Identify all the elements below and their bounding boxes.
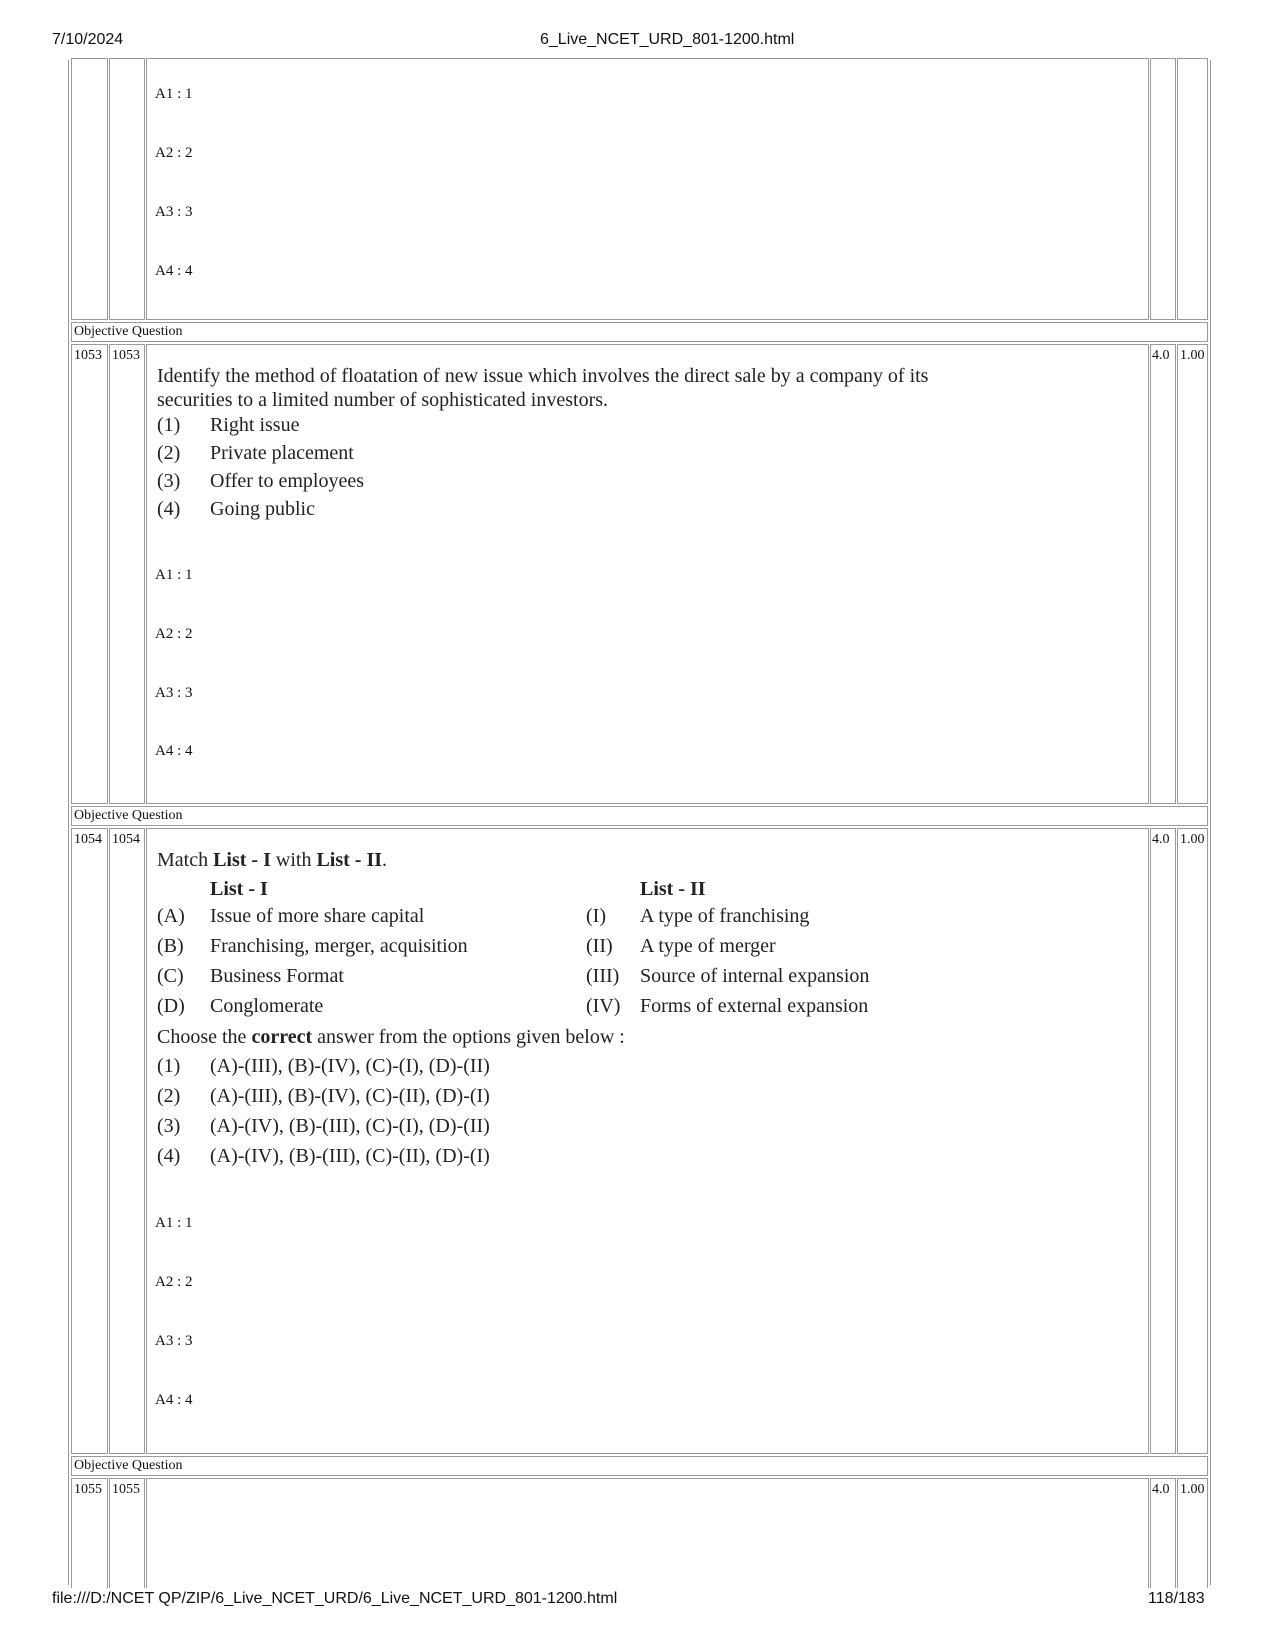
negative-marks: 1.00: [1180, 1482, 1205, 1497]
question-serial: 1053: [74, 348, 102, 363]
question-serial: 1054: [74, 832, 102, 847]
answer-option-4: A4 : 4: [155, 263, 193, 279]
option-number: (2): [157, 442, 181, 464]
list-2-item: Source of internal expansion: [640, 965, 870, 987]
question-text-line-2: securities to a limited number of sophisticated investors.: [157, 389, 609, 411]
negative-marks-cell: [1177, 58, 1208, 320]
answer-option-3: A3 : 3: [155, 204, 193, 220]
answer-option-4: A4 : 4: [155, 1392, 193, 1408]
list-1-label: (B): [157, 935, 184, 957]
list-2-label: (IV): [586, 995, 621, 1017]
serial-cell: [71, 344, 108, 804]
list-2-label: (III): [586, 965, 620, 987]
list-2-item: A type of franchising: [640, 905, 810, 927]
section-label: Objective Question: [74, 1458, 183, 1473]
answer-option-2: A2 : 2: [155, 1274, 193, 1290]
option-number: (1): [157, 414, 181, 436]
list-1-item: Franchising, merger, acquisition: [210, 935, 468, 957]
section-label-row: [71, 322, 1208, 342]
question-marks: 4.0: [1152, 348, 1170, 363]
question-id: 1055: [112, 1482, 140, 1497]
option-number: (4): [157, 1145, 181, 1167]
table-border-left: [68, 60, 69, 1585]
question-cell: [146, 58, 1149, 320]
qid-cell: [109, 58, 145, 320]
serial-cell: [71, 828, 108, 1454]
option-text: Offer to employees: [210, 470, 365, 492]
answer-option-2: A2 : 2: [155, 626, 193, 642]
list-1-label: (C): [157, 965, 184, 987]
option-number: (4): [157, 498, 181, 520]
file-path: file:///D:/NCET QP/ZIP/6_Live_NCET_URD/6_Live_NCET_URD_801-1200.html: [52, 1590, 618, 1607]
negative-marks: 1.00: [1180, 832, 1205, 847]
option-text: Right issue: [210, 414, 300, 436]
qid-cell: [109, 828, 145, 1454]
question-id: 1054: [112, 832, 140, 847]
question-id: 1053: [112, 348, 140, 363]
question-serial: 1055: [74, 1482, 102, 1497]
question-marks: 4.0: [1152, 1482, 1170, 1497]
negative-marks: 1.00: [1180, 348, 1205, 363]
qid-cell: [109, 344, 145, 804]
section-label-row: [71, 1456, 1208, 1476]
section-label-row: [71, 806, 1208, 826]
option-text: (A)-(IV), (B)-(III), (C)-(II), (D)-(I): [210, 1145, 490, 1167]
option-number: (2): [157, 1085, 181, 1107]
section-label: Objective Question: [74, 808, 183, 823]
answer-option-2: A2 : 2: [155, 145, 193, 161]
option-number: (3): [157, 470, 181, 492]
option-number: (1): [157, 1055, 181, 1077]
page-title: 6_Live_NCET_URD_801-1200.html: [540, 31, 795, 48]
answer-option-1: A1 : 1: [155, 86, 193, 102]
list-2-heading: List - II: [640, 878, 706, 900]
list-1-item: Conglomerate: [210, 995, 324, 1017]
question-text-line-1: Identify the method of floatation of new issue which involves the direct sale by a company of its: [157, 365, 929, 387]
answer-option-1: A1 : 1: [155, 1215, 193, 1231]
option-text: (A)-(III), (B)-(IV), (C)-(II), (D)-(I): [210, 1085, 490, 1107]
option-number: (3): [157, 1115, 181, 1137]
list-1-label: (D): [157, 995, 185, 1017]
table-border-right: [1210, 60, 1211, 1585]
option-text: Private placement: [210, 442, 354, 464]
answer-option-3: A3 : 3: [155, 1333, 193, 1349]
question-cell: [146, 1478, 1149, 1588]
list-1-item: Business Format: [210, 965, 344, 987]
option-text: (A)-(III), (B)-(IV), (C)-(I), (D)-(II): [210, 1055, 490, 1077]
negative-marks-cell: [1177, 344, 1208, 804]
list-2-item: Forms of external expansion: [640, 995, 869, 1017]
list-2-label: (II): [586, 935, 613, 957]
choose-instruction: Choose the correct answer from the options given below :: [157, 1026, 625, 1048]
list-1-label: (A): [157, 905, 185, 927]
option-text: (A)-(IV), (B)-(III), (C)-(I), (D)-(II): [210, 1115, 490, 1137]
match-instruction: Match List - I with List - II.: [157, 849, 388, 871]
page-number: 118/183: [1148, 1590, 1205, 1607]
answer-option-3: A3 : 3: [155, 685, 193, 701]
question-cell: [146, 344, 1149, 804]
list-1-item: Issue of more share capital: [210, 905, 425, 927]
negative-marks-cell: [1177, 828, 1208, 1454]
section-label: Objective Question: [74, 324, 183, 339]
print-date: 7/10/2024: [52, 31, 124, 48]
marks-cell: [1150, 58, 1176, 320]
option-text: Going public: [210, 498, 315, 520]
answer-option-1: A1 : 1: [155, 567, 193, 583]
marks-cell: [1150, 828, 1176, 1454]
answer-option-4: A4 : 4: [155, 743, 193, 759]
list-1-heading: List - I: [210, 878, 268, 900]
serial-cell: [71, 58, 108, 320]
question-marks: 4.0: [1152, 832, 1170, 847]
list-2-item: A type of merger: [640, 935, 776, 957]
list-2-label: (I): [586, 905, 606, 927]
marks-cell: [1150, 344, 1176, 804]
